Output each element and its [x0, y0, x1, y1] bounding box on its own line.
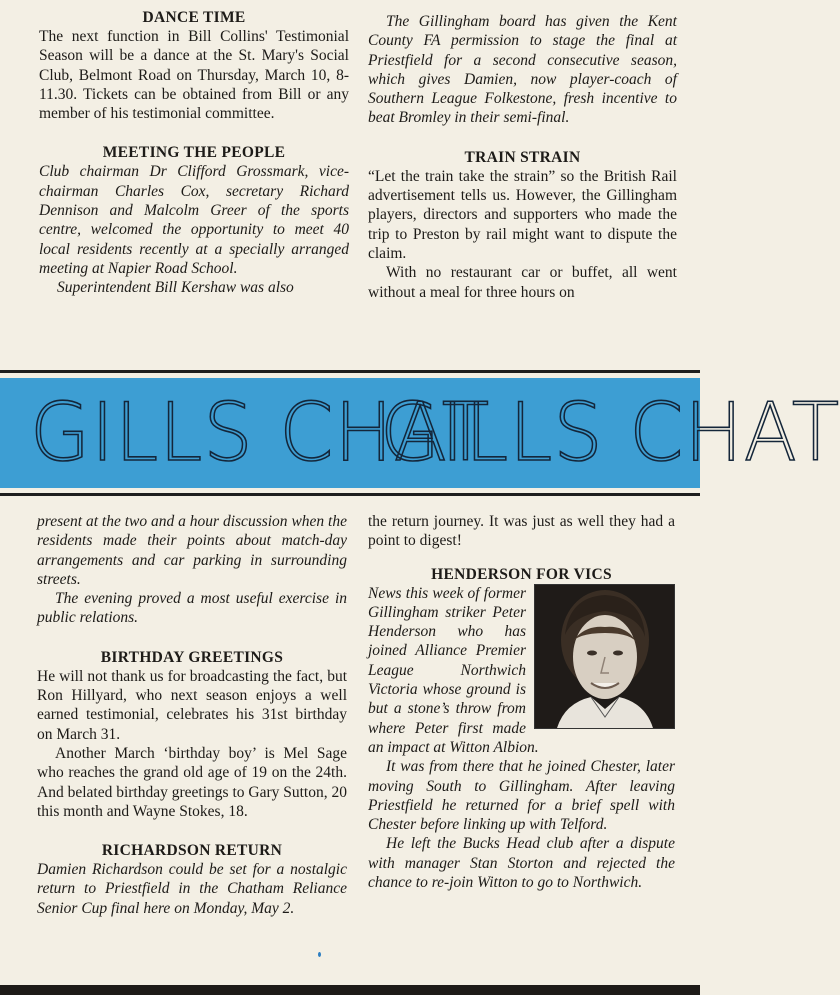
gills-chat-banner [0, 378, 840, 488]
train-strain-heading: TRAIN STRAIN [464, 148, 581, 166]
birthday-paragraph-1: He will not thank us for broadcasting the fact, but Ron Hillyard, who next season enjoys a well earned testimonial, celebrates his 31st birthday on March 31. [37, 667, 347, 743]
bottom-right-column [368, 512, 675, 892]
henderson-paragraph-1: News this week of former Gillingham striker Peter Henderson who has joined Alliance Premier League Northwich Victoria whose ground is but a stone’s throw from where Peter first made an impact at Witton Albion. [368, 584, 539, 756]
print-speck [318, 952, 321, 957]
kent-cup-paragraph: The Gillingham board has given the Kent County FA permission to stage the final at Priestfield for a second consecutive season, which gives Damien, now player-coach of Southern League Folkestone, fresh incentive to beat Bromley in their semi-final. [368, 13, 677, 127]
peter-henderson-photo [534, 584, 675, 729]
birthday-paragraph-2: Another March ‘birthday boy’ is Mel Sage who reaches the grand old age of 19 on the 24th. And belated birthday greetings to Gary Sutton, 20 this month and Wayne Stokes, 18. [37, 744, 347, 820]
dance-time-body: The next function in Bill Collins' Testimonial Season will be a dance at the St. Mary's Social Club, Belmont Road on Thursday, March 10, 8-11.30. Tickets can be obtained from Bill or any member of his testimonial committee. [39, 28, 349, 123]
train-strain-paragraph-1: “Let the train take the strain” so the British Rail advertisement tells us. However, the Gillingham players, directors and supporters who made the trip to Preston by rail might want to dispute the claim. [368, 167, 677, 262]
top-right-column [368, 12, 677, 302]
banner-title: GILLS CHAT [30, 386, 491, 479]
henderson-paragraph-3: He left the Bucks Head club after a dispute with manager Stan Storton and rejected the chance to re-join Witton to go to Northwich. [368, 835, 675, 892]
richardson-heading: RICHARDSON RETURN [101, 842, 283, 860]
dance-time-heading: DANCE TIME [142, 9, 246, 26]
top-left-column [39, 8, 349, 298]
meeting-heading: MEETING THE PEOPLE [102, 144, 286, 162]
banner-title-repeat: GILLS CHAT [380, 386, 840, 479]
bottom-left-column [37, 512, 347, 918]
meeting-continued-paragraph-2: The evening proved a most useful exercise in public relations. [37, 590, 347, 627]
meeting-paragraph-2: Superintendent Bill Kershaw was also [57, 279, 294, 297]
meeting-paragraph-1: Club chairman Dr Clifford Grossmark, vice-chairman Charles Cox, secretary Richard Dennison and Malcolm Greer of the sports centre, welcomed the opportunity to meet 40 local residents recently at a specially arranged meeting at Napier Road School. [39, 163, 349, 277]
banner-bottom-rule [0, 493, 700, 496]
henderson-heading: HENDERSON FOR VICS [431, 565, 612, 583]
birthday-heading: BIRTHDAY GREETINGS [100, 648, 284, 666]
train-continued-paragraph: the return journey. It was just as well they had a point to digest! [368, 513, 675, 550]
page-bottom-edge [0, 985, 700, 995]
richardson-paragraph: Damien Richardson could be set for a nostalgic return to Priestfield in the Chatham Reliance Senior Cup final here on Monday, May 2. [37, 861, 347, 917]
train-strain-paragraph-2: With no restaurant car or buffet, all went without a meal for three hours on [368, 264, 677, 301]
meeting-continued-paragraph-1: present at the two and a hour discussion when the residents made their points about match-day arrangements and car parking in surrounding streets. [37, 513, 347, 588]
banner-top-rule [0, 370, 700, 373]
henderson-paragraph-2: It was from there that he joined Chester, later moving South to Gillingham. After leaving Priestfield he returned for a brief spell with Chester before linking up with Telford. [368, 758, 675, 834]
